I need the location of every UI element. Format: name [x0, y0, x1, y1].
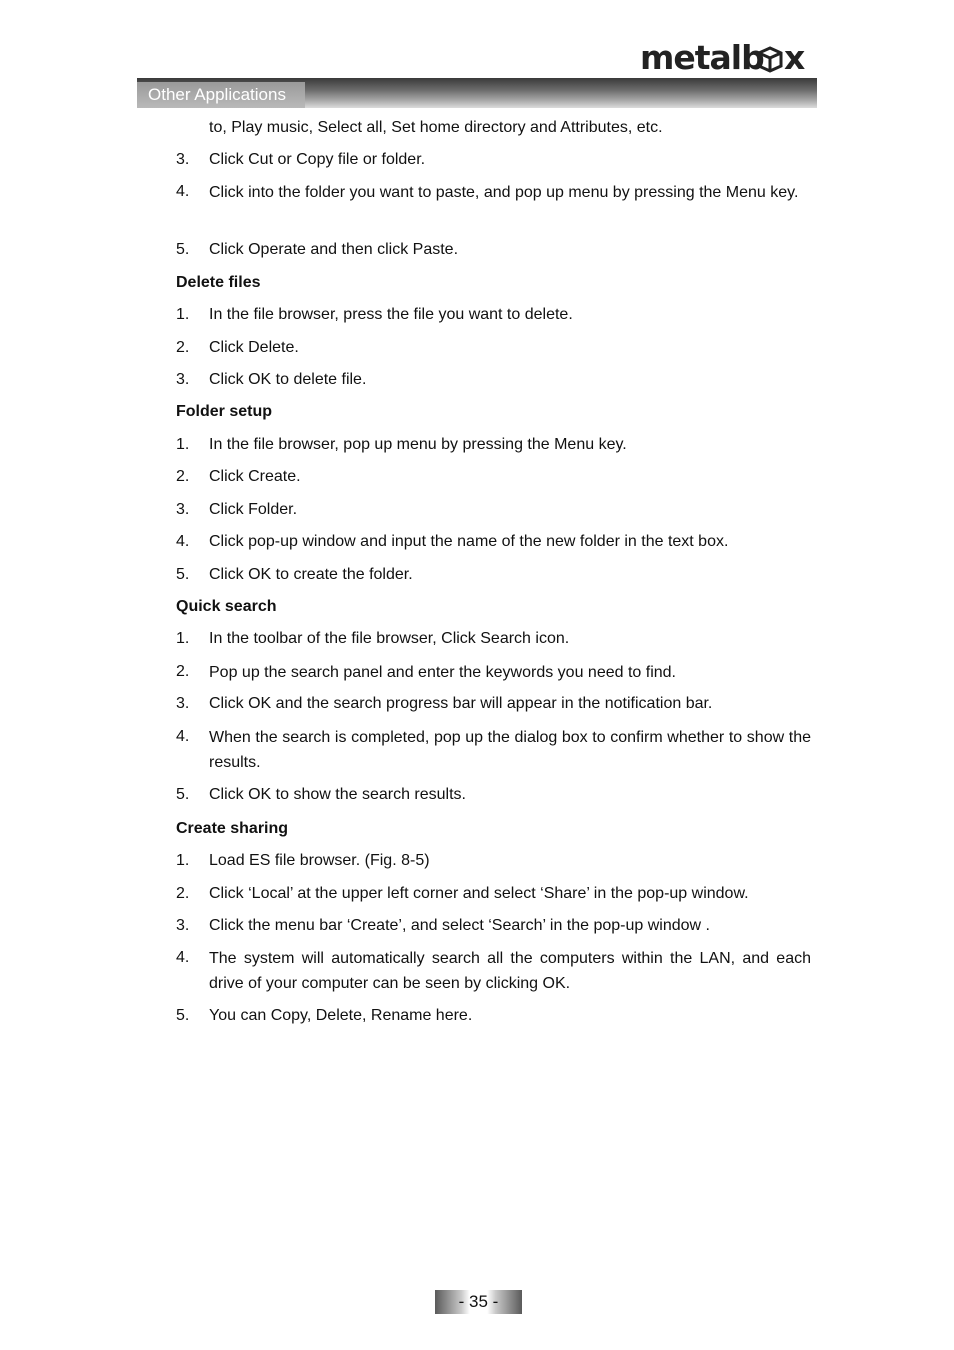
list-number: 1. [176, 630, 190, 647]
list-item: The system will automatically search all the computers within the LAN, and each drive of your computer can be seen by clicking OK. [209, 950, 811, 992]
list-item: Click OK to create the folder. [209, 566, 413, 583]
list-item: Click ‘Local’ at the upper left corner and select ‘Share’ in the pop-up window. [209, 885, 749, 902]
list-item: Click OK and the search progress bar will appear in the notification bar. [209, 695, 713, 712]
list-item: Pop up the search panel and enter the keywords you need to find. [209, 664, 676, 681]
list-number: 3. [176, 151, 190, 168]
list-item: Click OK to show the search results. [209, 786, 466, 803]
list-number: 5. [176, 566, 190, 583]
svg-text:x: x [784, 38, 806, 77]
list-item: In the file browser, press the file you want to delete. [209, 306, 573, 323]
list-number: 2. [176, 339, 190, 356]
list-item: Click Create. [209, 468, 301, 485]
metalbox-logo [640, 38, 810, 78]
list-number: 3. [176, 917, 190, 934]
list-number: 3. [176, 501, 190, 518]
section-heading: Create sharing [176, 820, 289, 837]
list-number: 5. [176, 1007, 190, 1024]
list-number: 4. [176, 533, 190, 550]
list-number: 1. [176, 852, 190, 869]
list-number: 1. [176, 306, 190, 323]
list-number: 5. [176, 786, 190, 803]
list-number: 4. [176, 949, 190, 966]
list-number: 1. [176, 436, 190, 453]
list-number: 5. [176, 241, 190, 258]
logo-text: metalb [640, 38, 764, 77]
list-item: When the search is completed, pop up the dialog box to confirm whether to show the results. [209, 729, 811, 771]
list-item: Click Cut or Copy file or folder. [209, 151, 426, 168]
list-number: 4. [176, 183, 190, 200]
section-heading: Quick search [176, 598, 277, 615]
list-item: Click pop-up window and input the name of the new folder in the text box. [209, 533, 729, 550]
list-number: 2. [176, 468, 190, 485]
list-item: Click OK to delete file. [209, 371, 367, 388]
list-number: 2. [176, 663, 190, 680]
list-item: In the file browser, pop up menu by pressing the Menu key. [209, 436, 627, 453]
list-item: Click Operate and then click Paste. [209, 241, 459, 258]
list-item: Click Folder. [209, 501, 298, 518]
list-item: You can Copy, Delete, Rename here. [209, 1007, 473, 1024]
list-number: 2. [176, 885, 190, 902]
list-item: Click into the folder you want to paste, and pop up menu by pressing the Menu key. [209, 184, 799, 201]
list-item: Click Delete. [209, 339, 299, 356]
list-number: 4. [176, 728, 190, 745]
list-number: 3. [176, 695, 190, 712]
section-heading: Delete files [176, 274, 261, 291]
list-number: 3. [176, 371, 190, 388]
list-item: Load ES file browser. (Fig. 8-5) [209, 852, 430, 869]
section-title: Other Applications [137, 82, 305, 108]
section-heading: Folder setup [176, 403, 273, 420]
list-item: Click the menu bar ‘Create’, and select ‘Search’ in the pop-up window . [209, 917, 710, 934]
page-number: - 35 - [435, 1290, 522, 1314]
continuation-text: to, Play music, Select all, Set home directory and Attributes, etc. [209, 119, 663, 136]
list-item: In the toolbar of the file browser, Click Search icon. [209, 630, 570, 647]
